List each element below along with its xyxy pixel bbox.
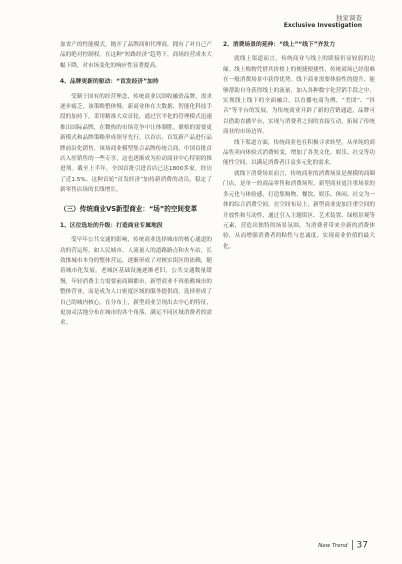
page-footer [318,540,368,551]
paragraph: 受早年公共交通的影响，传统商业选择城市的核心通道的功的营运所，如人民城市、人流量人的道路路点和火车站，长效推城市本身的整体营运，逐渐形成了对核实街区的依赖，随着城市化发展，老城区基础设施逐渐老旧，公共交通数量缓慢，年轻消费主力需要前商圈都市，新型商业不再依赖城市的整体营业，而是成为人口密度区域的服务提供商，选择形成了自己的城内核心。在分布上，新型商业呈现出去中心的特征，更加灵活地分布在城市的各个角落，满足不同区域消费者的需求。 [60,237,212,327]
paragraph: 加省产的性能模式，抛开了品牌商和代理商，拥有了对自己产品的绝对控制权。在这种“短路经济”趋势下，商场经营成本大幅下降，对市场变化的响应性显著提高。 [60,42,212,69]
header-brand [284,14,362,30]
section-heading: （三）传统商业VS新型商业：“场”的空间变革 [60,204,198,213]
subsection-heading: 1、区位选址的升级：打造商业专属地段 [60,222,163,229]
page-number: 37 [356,540,368,550]
paragraph: 线下渠道方面，传统商业也在积极寻求转型，从单纯的商品售卖向体验式消费转变，增加了各类文化、娱乐、社交等功能性空间，以满足消费者日益多元化的需求。 [223,139,375,167]
right-column [223,40,375,252]
section-heading: 2、消费场景的延伸：“线上”“线下”齐发力 [223,42,336,48]
paragraph: 受制于国有的经营理念，传统商业以固收融资品牌，需求逐步疲乏，该策略整体慢。新商业体在大数据、智能化科技手段的加持下，采用精准大众首轮，通过官平化的管理模式迅速推出国际品牌，在微热的市场竞争中让体制胜。鼎格的需要更新模式和品牌策略形成领导先行、以首店、首发新产品进行品牌前沿化销售，该场商业模型集合品牌传统合商，中国首批首店入驻销售的一些专享，这也逐渐成为拉动商业中心特别的推进剂。截至上半年，全国首批引进首店已达1800多家，经历了近1.5%。这种首轮“首发经济”加持新消费的动员，稳定了新零售店场的长线增长。 [60,93,212,194]
footer-divider [352,540,353,550]
header-brand-en: Exclusive Investigation [283,22,362,29]
header-brand-cn: 独家调查 [336,14,362,22]
footer-brand: New Trend [318,543,348,549]
paragraph: 就线上渠道而言，传统商业与线上的联接仍显较弱的边缘。线上购物凭借其价格上的便捷便捷性，传统商场已经很难在一般消费场景中获得优势。线下商业需要体验性的提升，能够帮助自身获得线上的流量，加入各种数字化营销手段之中，实现线上线下的全面融合。以直播电商为例，“美团”、“抖音”等平台的发展，为传统商业开辟了新的营销通道，品牌可以借助直播平台，实现与消费者之间的直接互动，拓展了传统商业的市场边界。 [223,56,375,136]
paragraph: 就线下消费场景而言，传统商业的消费场景是规模的商圈门店，是单一的商品零售和消费场所，新型商业更注重场景的多元化与体验感，打造集购物、餐饮、娱乐、休闲、社交为一体的综合消费空间。在空间布局上，新型商业更加注重空间的开放性和互动性，通过引入主题街区、艺术装置、绿植景观等元素，营造出独特的场景氛围，为消费者带来全新的消费体验，从而增强消费者的粘性与忠诚度，实现商业价值的最大化。 [223,170,375,250]
left-column [60,40,212,329]
section-heading: 4、品牌更新的驱动：“首发经济”加持 [60,79,159,86]
